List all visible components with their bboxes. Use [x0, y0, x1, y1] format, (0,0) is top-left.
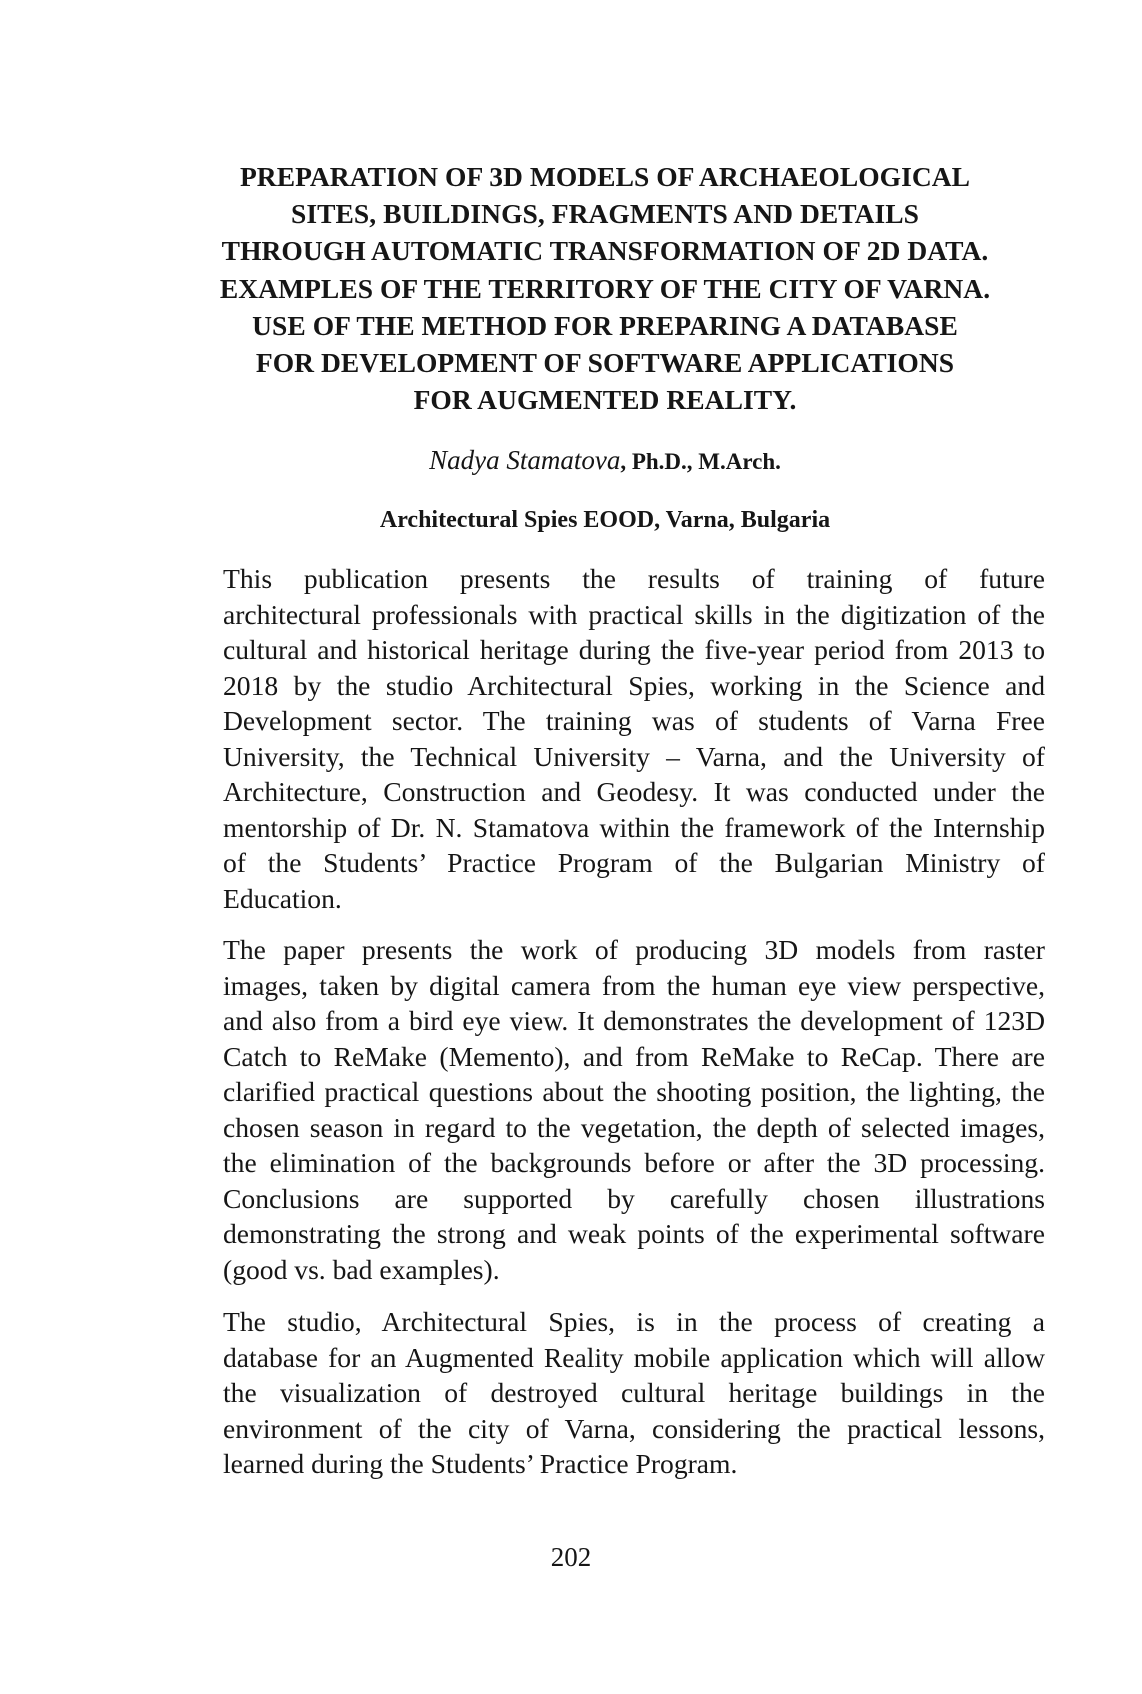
- text-line: images, taken by digital camera from the human eye view perspective,: [223, 969, 1045, 1001]
- abstract-paragraph-1: [158, 561, 1045, 916]
- title-line: EXAMPLES OF THE TERRITORY OF THE CITY OF VARNA.: [219, 272, 991, 304]
- text-line: the elimination of the backgrounds before or after the 3D processing.: [223, 1147, 1045, 1178]
- text-line: architectural professionals with practical skills in the digitization of the: [223, 598, 1045, 630]
- text-line: The paper presents the work of producing 3D models from raster: [223, 934, 1045, 965]
- text-line: learned during the Students’ Practice Program.: [223, 1448, 738, 1479]
- text-line: mentorship of Dr. N. Stamatova within the framework of the Internship: [223, 811, 1045, 843]
- title-line: PREPARATION OF 3D MODELS OF ARCHAEOLOGICAL: [239, 161, 971, 192]
- text-line: University, the Technical University – Varna, and the University of: [223, 740, 1045, 772]
- page-number: 202: [550, 1542, 592, 1572]
- text-line: The studio, Architectural Spies, is in the process of creating a: [223, 1306, 1045, 1337]
- text-line: 2018 by the studio Architectural Spies, working in the Science and: [223, 669, 1045, 701]
- title-line: FOR AUGMENTED REALITY.: [413, 384, 797, 416]
- text-line: Catch to ReMake (Memento), and from ReMake to ReCap. There are: [223, 1040, 1045, 1072]
- text-line: the visualization of destroyed cultural heritage buildings in the: [223, 1377, 1045, 1408]
- text-line: Development sector. The training was of students of Varna Free: [223, 705, 1045, 736]
- text-line: cultural and historical heritage during the five-year period from 2013 to: [223, 634, 1045, 665]
- text-line: and also from a bird eye view. It demonstrates the development of 123D: [223, 1005, 1045, 1036]
- text-line: This publication presents the results of training of future: [223, 563, 1045, 594]
- text-line: environment of the city of Varna, considering the practical lessons,: [223, 1412, 1045, 1444]
- text-line: Education.: [223, 882, 342, 914]
- paper-title: [140, 158, 1070, 418]
- text-line: clarified practical questions about the shooting position, the lighting, the: [223, 1076, 1045, 1107]
- abstract-paragraph-2: [158, 932, 1045, 1287]
- text-line: Architecture, Construction and Geodesy. It was conducted under the: [223, 776, 1045, 807]
- text-line: database for an Augmented Reality mobile application which will allow: [223, 1341, 1045, 1373]
- text-line: demonstrating the strong and weak points of the experimental software: [223, 1218, 1045, 1249]
- author-degrees: , Ph.D., M.Arch.: [620, 449, 781, 474]
- abstract-paragraph-3: [158, 1304, 1045, 1482]
- author-name: Nadya Stamatova: [429, 445, 621, 475]
- text-line: chosen season in regard to the vegetation, the depth of selected images,: [223, 1111, 1045, 1143]
- text-line: of the Students’ Practice Program of the Bulgarian Ministry of: [223, 847, 1045, 878]
- author-affiliation: Architectural Spies EOOD, Varna, Bulgaria: [379, 507, 831, 533]
- title-line: SITES, BUILDINGS, FRAGMENTS AND DETAILS: [291, 198, 919, 230]
- title-line: USE OF THE METHOD FOR PREPARING A DATABASE: [252, 309, 958, 341]
- title-line: FOR DEVELOPMENT OF SOFTWARE APPLICATIONS: [255, 347, 955, 379]
- text-line: (good vs. bad examples).: [223, 1253, 500, 1285]
- title-line: THROUGH AUTOMATIC TRANSFORMATION OF 2D DATA.: [221, 235, 989, 267]
- text-line: Conclusions are supported by carefully chosen illustrations: [223, 1182, 1045, 1214]
- author-line: [140, 444, 1070, 478]
